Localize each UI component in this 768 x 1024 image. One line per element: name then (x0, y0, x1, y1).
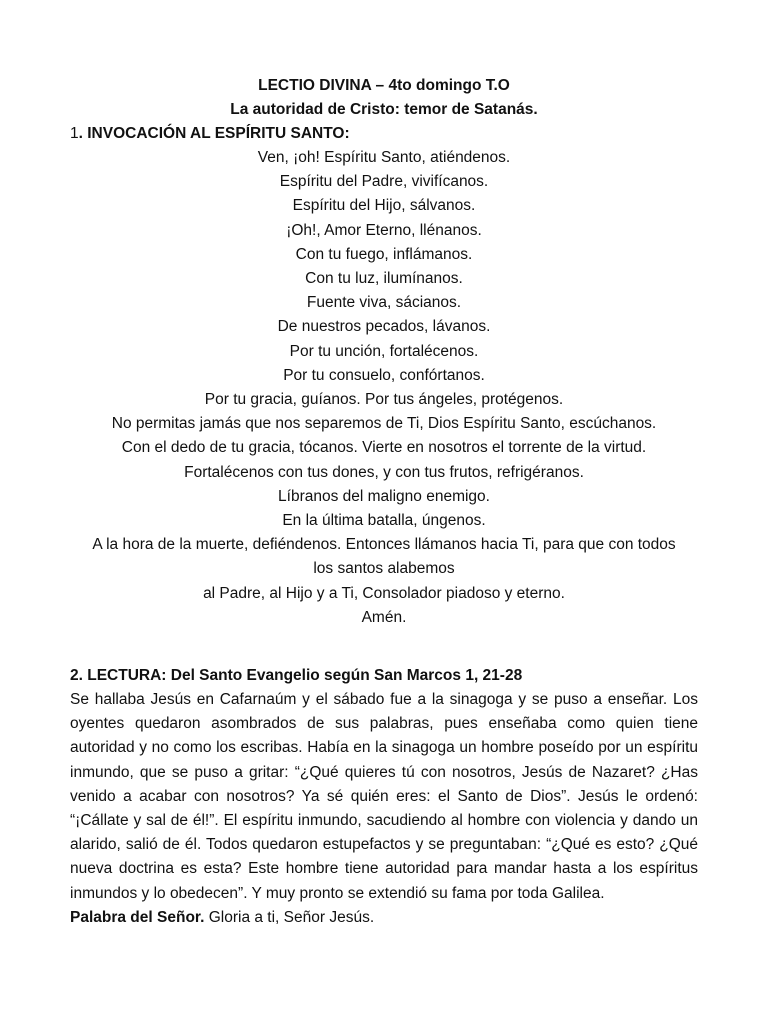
prayer-line: Por tu unción, fortalécenos. (289, 342, 479, 360)
prayer-line: En la última batalla, úngenos. (282, 512, 486, 530)
closing-response: Gloria a ti, Señor Jesús. (204, 908, 375, 926)
prayer-line: No permitas jamás que nos separemos de Ti, Dios Espíritu Santo, escúchanos. (111, 415, 657, 433)
document-subtitle: La autoridad de Cristo: temor de Satanás. (230, 101, 538, 118)
prayer-line: Líbranos del maligno enemigo. (278, 487, 490, 505)
prayer-line: A la hora de la muerte, defiéndenos. Entonces llámanos hacia Ti, para que con todos (92, 536, 676, 554)
prayer-line: De nuestros pecados, lávanos. (277, 318, 491, 336)
section-2-heading: 2. LECTURA: Del Santo Evangelio según San Marcos 1, 21-28 (70, 667, 523, 685)
section-1-number: 1 (70, 125, 79, 142)
prayer-line: al Padre, al Hijo y a Ti, Consolador piadoso y eterno. (203, 584, 565, 602)
prayer-line: Ven, ¡oh! Espíritu Santo, atiéndenos. (257, 149, 511, 166)
section-spacer (70, 630, 698, 664)
section-1-heading-text: . INVOCACIÓN AL ESPÍRITU SANTO: (78, 125, 350, 142)
prayer-line: Con tu luz, ilumínanos. (305, 270, 463, 288)
prayer-line: Por tu gracia, guíanos. Por tus ángeles, protégenos. (204, 391, 564, 409)
prayer-line: Espíritu del Padre, vivifícanos. (279, 173, 489, 191)
prayer-line: Con el dedo de tu gracia, tócanos. Vierte en nosotros el torrente de la virtud. (121, 439, 647, 457)
section-1-heading (70, 122, 698, 146)
prayer-line: Espíritu del Hijo, sálvanos. (292, 197, 476, 215)
prayer-line: Fortalécenos con tus dones, y con tus frutos, refrigéranos. (184, 463, 584, 481)
prayer-line: los santos alabemos (313, 560, 455, 578)
document-title: LECTIO DIVINA – 4to domingo T.O (258, 77, 510, 94)
invocation-prayer (70, 146, 698, 630)
prayer-line: Con tu fuego, inflámanos. (295, 245, 473, 263)
prayer-line: Por tu consuelo, confórtanos. (283, 366, 485, 384)
prayer-line: ¡Oh!, Amor Eterno, llénanos. (286, 221, 482, 239)
gospel-reading: Se hallaba Jesús en Cafarnaúm y el sábado fue a la sinagoga y se puso a enseñar. Los oyentes quedaron asombrados de sus palabras, pues enseñaba como quien tiene autoridad y no como los escribas. Había en la sinagoga un hombre poseído por un espíritu inmundo, que se puso a gritar: “¿Qué quieres tú con nosotros, Jesús de Nazaret? ¿Has venido a acabar con nosotros? Ya sé quién eres: el Santo de Dios”. Jesús le ordenó: “¡Cállate y sal de él!”. El espíritu inmundo, sacudiendo al hombre con violencia y dando un alarido, salió de él. Todos quedaron estupefactos y se preguntaban: “¿Qué es esto? ¿Qué nueva doctrina es esta? Este hombre tiene autoridad para mandar hasta a los espíritus inmundos y lo obedecen”. Y muy pronto se extendió su fama por toda Galilea. (70, 691, 698, 902)
closing-acclamation: Palabra del Señor. (70, 908, 205, 926)
reading-closing (70, 906, 698, 930)
prayer-line: Amén. (361, 608, 407, 626)
prayer-line: Fuente viva, sácianos. (306, 294, 462, 312)
